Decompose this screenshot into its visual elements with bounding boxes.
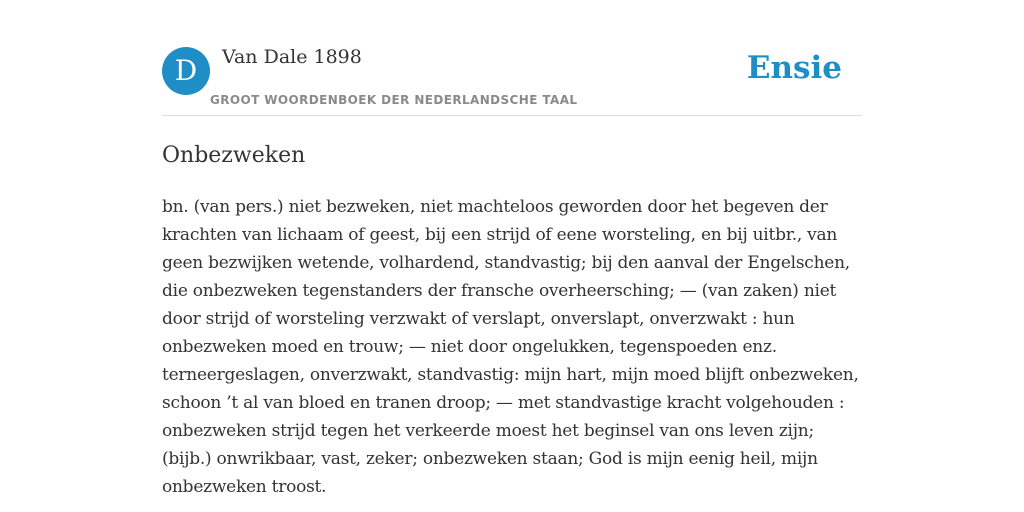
source-title[interactable]: Van Dale 1898 bbox=[222, 46, 362, 68]
entry-card bbox=[162, 40, 862, 501]
headword: Onbezweken bbox=[162, 143, 306, 168]
source-header bbox=[162, 40, 862, 116]
brand-logo[interactable]: Ensie bbox=[746, 50, 842, 86]
source-logo-icon[interactable]: D bbox=[162, 47, 210, 95]
source-subtitle: GROOT WOORDENBOEK DER NEDERLANDSCHE TAAL bbox=[210, 93, 578, 107]
definition-text: bn. (van pers.) niet bezweken, niet machteloos geworden door het begeven der krachten van lichaam of geest, bij een strijd of eene worsteling, en bij uitbr., van geen bezwijken wetende, volhardend, standvastig; bij den aanval der Engelschen, die onbezweken tegenstanders der fransche overheersching; — (van zaken) niet door strijd of worsteling verzwakt of verslapt, onverslapt, onverzwakt : hun onbezweken moed en trouw; — niet door ongelukken, tegenspoeden enz. terneergeslagen, onverzwakt, standvastig: mijn hart, mijn moed blijft onbezweken, schoon ’t al van bloed en tranen droop; — met standvastige kracht volgehouden : onbezweken strijd tegen het verkeerde moest het beginsel van ons leven zijn; (bijb.) onwrikbaar, vast, zeker; onbezweken staan; God is mijn eenig heil, mijn onbezweken troost. bbox=[162, 197, 859, 497]
